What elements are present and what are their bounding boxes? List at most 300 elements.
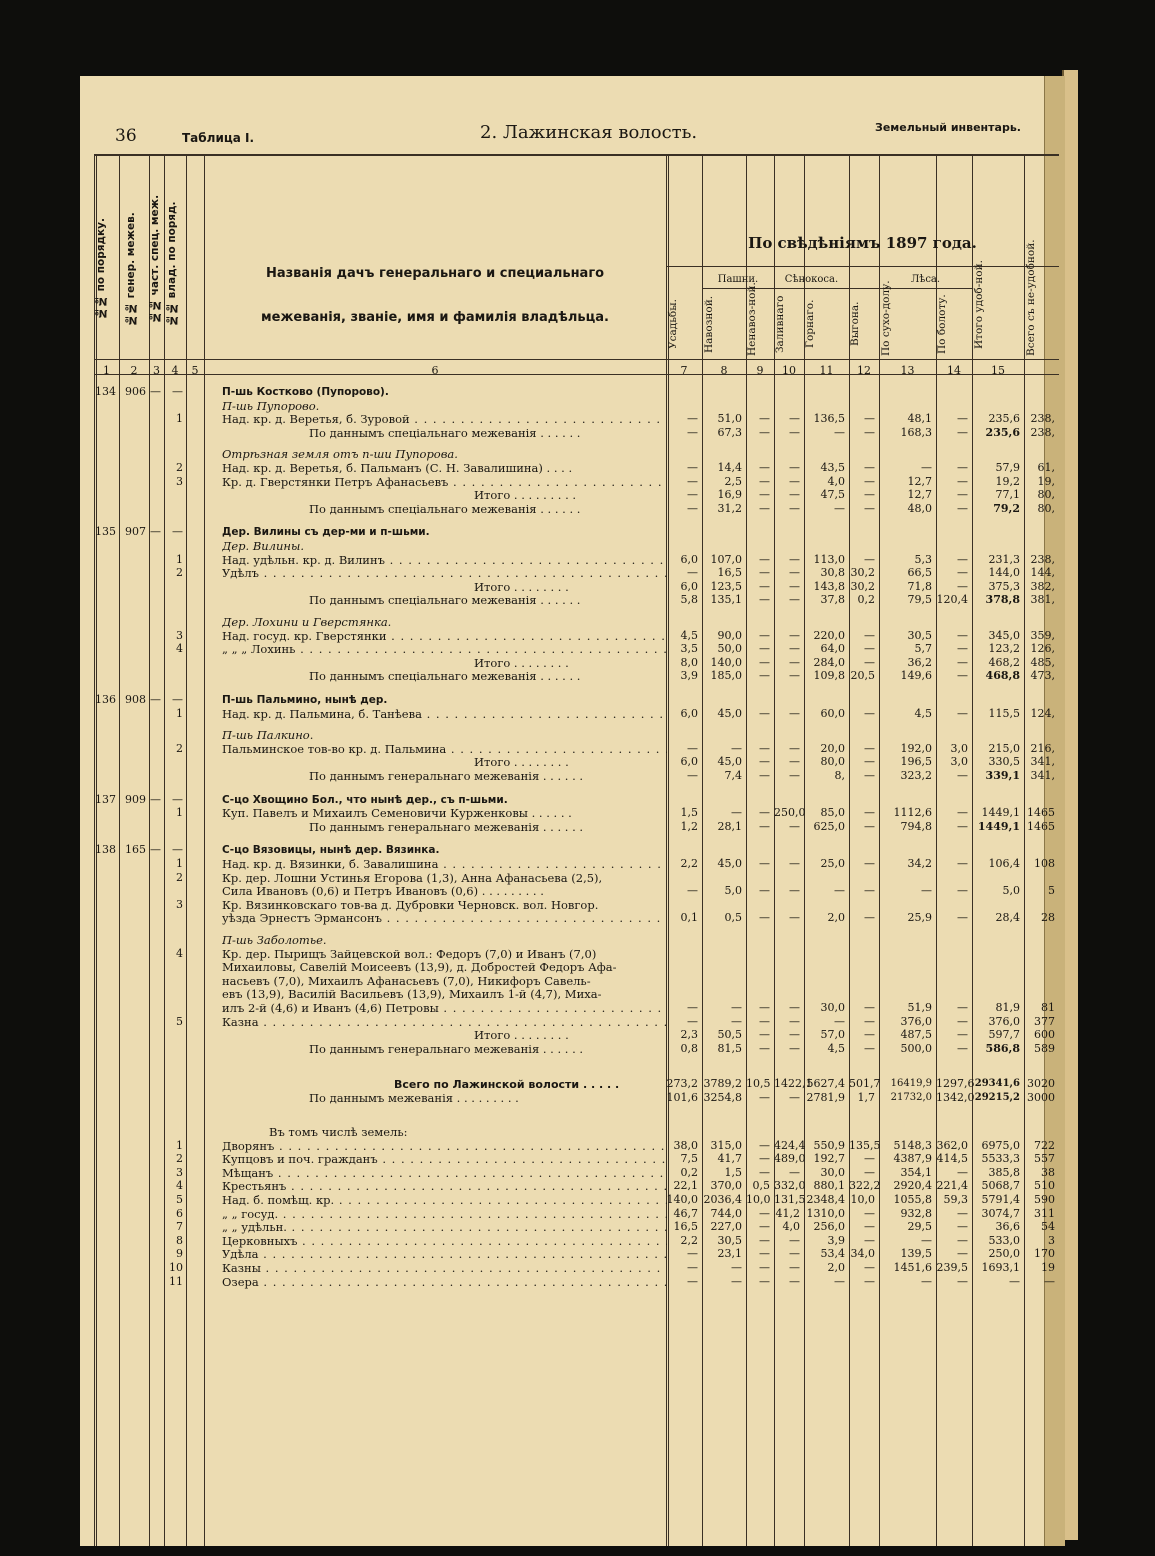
row-value: — — [759, 857, 770, 870]
row-name: П-шь Палкино. — [222, 729, 314, 743]
row-value: — — [864, 806, 875, 820]
row-name: Над. кр. д. Вязинки, б. Завалишина . . . — [222, 858, 667, 871]
row-value: — — [789, 884, 800, 898]
row-value: 109,8 — [813, 669, 845, 683]
row-value: — — [789, 1028, 800, 1042]
page-number: 36 — [115, 126, 137, 146]
row-value: 115,5 — [988, 706, 1020, 720]
row-value: — — [864, 655, 875, 669]
row-value: 90,0 — [717, 628, 742, 642]
row-value: 7,4 — [724, 769, 742, 782]
column-number: 12 — [857, 364, 871, 377]
row-index-n2: 907 — [125, 525, 146, 539]
row-value: 19, — [1037, 474, 1055, 488]
row-name: Мѣщанъ . . . — [222, 1167, 667, 1180]
row-value: — — [759, 819, 770, 833]
row-index-n4: 1 — [176, 1138, 183, 1152]
row-value: — — [864, 488, 875, 502]
row-name: Над. кр. д. Веретья, б. Зуровой . . . — [222, 413, 667, 426]
row-value: — — [789, 412, 800, 426]
row-value: — — [759, 461, 770, 474]
row-value: 2,0 — [827, 1261, 845, 1274]
row-value: 256,0 — [813, 1220, 845, 1234]
row-value: — — [789, 501, 800, 515]
row-value: 215,0 — [988, 741, 1020, 755]
row-value: 106,4 — [988, 857, 1020, 870]
row-value: 2,2 — [680, 1233, 698, 1247]
row-value: — — [687, 1261, 698, 1274]
row-index-n1: 136 — [95, 693, 116, 706]
row-value: — — [864, 1014, 875, 1028]
row-value: 45,0 — [717, 706, 742, 720]
row-name: П-шь Пупорово. — [222, 399, 320, 413]
row-name: Кр. дер. Пырищъ Зайцевской вол.: Федоръ (7,0) и Иванъ (7,0) — [222, 947, 597, 961]
row-value: — — [759, 1165, 770, 1179]
row-value: 149,6 — [900, 669, 932, 683]
row-value: — — [759, 655, 770, 669]
row-name: „ „ госуд. . . . — [222, 1208, 667, 1221]
col14-header: Итого удоб-ной. — [973, 260, 985, 350]
row-value: — — [759, 1261, 770, 1274]
row-index-n4: 1 — [176, 857, 183, 870]
row-value: 126, — [1030, 642, 1055, 656]
row-value: 1055,8 — [893, 1193, 932, 1206]
row-value: — — [759, 579, 770, 593]
col7-header: Навозной. — [703, 295, 715, 353]
row-value: 485, — [1030, 655, 1055, 669]
row-value: 28,1 — [717, 819, 742, 833]
row-value: 101,6 — [666, 1091, 698, 1104]
row-value: — — [731, 806, 742, 820]
row-value: — — [789, 857, 800, 870]
row-value: 468,2 — [988, 655, 1020, 669]
row-value: 3 — [1048, 1233, 1055, 1247]
row-value: 235,6 — [985, 425, 1020, 439]
row-value: — — [957, 1165, 968, 1179]
row-value: — — [921, 884, 932, 898]
row-value: 1310,0 — [806, 1206, 845, 1220]
row-value: — — [957, 1014, 968, 1028]
row-value: 140,0 — [710, 655, 742, 669]
row-value: — — [759, 488, 770, 502]
row-name: илъ 2-й (4,6) и Иванъ (4,6) Петровы . . . — [222, 1002, 667, 1015]
row-index-n4: 3 — [176, 474, 183, 488]
row-index-n1: 138 — [95, 843, 116, 857]
row-subtotal-label: Итого . . . . . . . . — [474, 755, 569, 770]
row-value: — — [789, 579, 800, 593]
row-name: Казны . . . — [222, 1262, 667, 1275]
row-value: 19 — [1041, 1261, 1055, 1274]
row-value: 376,0 — [900, 1014, 932, 1028]
year-group-header: По свѣдѣніямъ 1897 года. — [748, 234, 977, 252]
row-value: — — [789, 755, 800, 769]
row-value: 37,8 — [820, 593, 845, 607]
row-value: 0,5 — [724, 911, 742, 925]
row-value: 500,0 — [900, 1041, 932, 1055]
row-index-n4: 11 — [169, 1274, 183, 1288]
row-value: — — [687, 461, 698, 474]
row-value: 30,2 — [850, 566, 875, 580]
row-value: 3,0 — [950, 741, 968, 755]
row-value: 794,8 — [900, 819, 932, 833]
row-value: 23,1 — [717, 1247, 742, 1261]
row-value: 1465 — [1027, 806, 1055, 820]
row-value: — — [864, 911, 875, 925]
row-value: — — [759, 628, 770, 642]
col10-header: Горнаго. — [804, 299, 816, 349]
row-value: — — [687, 566, 698, 580]
row-value: — — [759, 1220, 770, 1234]
row-value: — — [759, 669, 770, 683]
row-value: — — [957, 501, 968, 515]
row-name: Отрѣзная земля отъ п-ши Пупорова. — [222, 448, 458, 462]
row-value: — — [864, 474, 875, 488]
row-value: 12,7 — [907, 474, 932, 488]
row-value: — — [834, 501, 845, 515]
row-value: — — [864, 884, 875, 898]
row-value: — — [687, 769, 698, 782]
row-index-n4: 8 — [176, 1233, 183, 1247]
column-number: 3 — [153, 364, 160, 377]
row-value: 144, — [1030, 566, 1055, 580]
row-value: — — [864, 1001, 875, 1014]
row-value: 67,3 — [717, 425, 742, 439]
row-value: — — [957, 425, 968, 439]
row-value: 3,0 — [950, 755, 968, 769]
row-subtotal-label: Итого . . . . . . . . . — [474, 488, 577, 503]
row-value: 79,2 — [993, 501, 1020, 515]
row-value: 2348,4 — [806, 1193, 845, 1206]
row-value: — — [957, 857, 968, 870]
row-index-n2: 165 — [125, 843, 146, 857]
column-number: 9 — [756, 364, 764, 377]
row-value: 85,0 — [820, 806, 845, 820]
row-value: — — [921, 461, 932, 474]
row-value: — — [789, 642, 800, 656]
row-value: — — [957, 642, 968, 656]
row-value: 38,0 — [673, 1138, 698, 1152]
row-value: 6,0 — [680, 706, 698, 720]
row-value: — — [687, 1001, 698, 1014]
column-number: 7 — [680, 364, 688, 377]
row-subtotal-label: Итого . . . . . . . . — [474, 655, 569, 670]
row-value: 221,4 — [936, 1179, 968, 1193]
row-value: 48,1 — [907, 412, 932, 426]
row-value: 135,5 — [849, 1138, 881, 1152]
row-value: 25,9 — [907, 911, 932, 925]
row-index-n4: 1 — [176, 706, 183, 720]
row-value: 80,0 — [820, 755, 845, 769]
row-value: — — [957, 628, 968, 642]
row-value: 311 — [1034, 1206, 1055, 1220]
column-number: 15 — [991, 364, 1005, 377]
row-value: — — [864, 461, 875, 474]
row-value: — — [957, 488, 968, 502]
row-value: — — [789, 669, 800, 683]
row-value: 589 — [1034, 1041, 1055, 1055]
row-value: 61, — [1037, 461, 1055, 474]
row-value: 1,7 — [857, 1091, 875, 1104]
row-survey-label: По даннымъ генеральнаго межеванія . . . . . . — [309, 819, 584, 834]
row-value: 29,5 — [907, 1220, 932, 1234]
row-name: Кр. дер. Лошни Устинья Егорова (1,3), Анна Афанасьева (2,5), — [222, 871, 603, 885]
row-index-n4: 5 — [176, 1193, 183, 1206]
row-value: 1449,1 — [981, 806, 1020, 820]
row-value: 2920,4 — [893, 1179, 932, 1193]
row-value: — — [759, 1138, 770, 1152]
row-value: 6,0 — [680, 552, 698, 566]
row-value: — — [731, 1014, 742, 1028]
row-value: 238, — [1030, 412, 1055, 426]
row-value: 5533,3 — [981, 1152, 1020, 1166]
row-value: — — [957, 769, 968, 782]
row-value: 6,0 — [680, 755, 698, 769]
row-value: 1,5 — [680, 806, 698, 820]
row-index-n4: — — [172, 385, 183, 398]
row-value: 3000 — [1027, 1091, 1055, 1104]
row-index-n4: 1 — [176, 552, 183, 566]
row-value: 10,0 — [746, 1193, 771, 1206]
row-value: — — [759, 412, 770, 426]
row-name: Купцовъ и поч. гражданъ . . . — [222, 1153, 667, 1166]
row-value: — — [864, 741, 875, 755]
row-value: 34,0 — [850, 1247, 875, 1261]
row-value: — — [834, 1274, 845, 1288]
row-value: 48,0 — [907, 501, 932, 515]
row-value: 36,2 — [907, 655, 932, 669]
row-value: 30,2 — [850, 579, 875, 593]
row-value: — — [759, 1041, 770, 1055]
row-value: — — [864, 706, 875, 720]
row-value: — — [687, 488, 698, 502]
row-value: 8, — [834, 769, 845, 782]
row-value: — — [864, 501, 875, 515]
table-label: Таблица I. — [182, 131, 255, 145]
row-name: Удѣлъ . . . — [222, 567, 667, 580]
row-value: — — [687, 1014, 698, 1028]
row-name: Над. кр. д. Веретья, б. Пальманъ (С. Н. Завалишина) . . . . — [222, 462, 573, 475]
row-value: 123,2 — [988, 642, 1020, 656]
col5-header-line2: межеванія, званіе, имя и фамилія владѣльца. — [261, 310, 609, 325]
row-value: — — [759, 1001, 770, 1014]
row-value: 2,3 — [680, 1028, 698, 1042]
column-number: 11 — [819, 364, 834, 377]
row-value: 362,0 — [936, 1138, 968, 1152]
row-name: Над. удѣльн. кр. д. Вилинъ . . . — [222, 554, 667, 567]
row-value: — — [759, 755, 770, 769]
row-value: — — [687, 1247, 698, 1261]
row-value: — — [957, 1274, 968, 1288]
row-value: 1422,1 — [774, 1077, 813, 1091]
row-index-n1: 134 — [95, 385, 116, 398]
row-value: 47,5 — [820, 488, 845, 502]
row-value: — — [957, 1041, 968, 1055]
row-value: 57,9 — [995, 461, 1020, 474]
row-value: 14,4 — [717, 461, 742, 474]
row-value: — — [921, 1274, 932, 1288]
row-value: 744,0 — [710, 1206, 742, 1220]
row-value: 10,0 — [850, 1193, 875, 1206]
row-value: — — [864, 1220, 875, 1234]
row-index-n4: 6 — [176, 1206, 183, 1220]
row-name: Над. госуд. кр. Гверстянки . . . — [222, 630, 667, 643]
row-value: 3,9 — [680, 669, 698, 683]
col5-header-line1: Названія дачъ генеральнаго и специальнаго — [265, 266, 605, 281]
row-value: — — [834, 425, 845, 439]
row-value: 4,5 — [914, 706, 932, 720]
row-value: 273,2 — [666, 1077, 698, 1091]
row-value: 322,2 — [849, 1179, 881, 1193]
row-value: 16419,9 — [890, 1078, 932, 1090]
row-value: — — [789, 552, 800, 566]
row-value: — — [687, 425, 698, 439]
row-value: 487,5 — [900, 1028, 932, 1042]
row-value: — — [759, 1152, 770, 1166]
row-value: 41,2 — [775, 1206, 800, 1220]
col6-header: Усадьбы. — [667, 299, 679, 349]
row-value: — — [759, 884, 770, 898]
row-value: 10,5 — [746, 1077, 771, 1091]
row-name: „ „ удѣльн. . . . — [222, 1221, 667, 1234]
row-value: 1,2 — [680, 819, 698, 833]
row-value: 21732,0 — [890, 1092, 932, 1103]
row-value: — — [687, 474, 698, 488]
col2-header: №№ генер. межев. — [125, 212, 137, 326]
row-value: — — [864, 1233, 875, 1247]
row-value: — — [864, 857, 875, 870]
row-value: 81,5 — [717, 1041, 742, 1055]
row-value: — — [759, 1014, 770, 1028]
row-total-label: Всего по Лажинской волости . . . . . — [394, 1078, 620, 1092]
row-value: 341, — [1030, 755, 1055, 769]
row-value: 489,0 — [774, 1152, 806, 1166]
row-value: 34,2 — [907, 857, 932, 870]
row-value: — — [759, 706, 770, 720]
row-value: 192,0 — [900, 741, 932, 755]
row-value: 22,1 — [673, 1179, 698, 1193]
row-value: 2,2 — [680, 857, 698, 870]
row-value: 25,0 — [820, 857, 845, 870]
row-value: — — [789, 1247, 800, 1261]
row-value: 108 — [1034, 857, 1055, 870]
pashni-header: Пашни. — [717, 274, 759, 285]
row-value: — — [759, 911, 770, 925]
land-inventory-table — [94, 154, 1059, 1546]
row-index-n2: 906 — [125, 385, 146, 398]
row-subtotal-label: Итого . . . . . . . . — [474, 579, 569, 594]
row-value: — — [687, 1274, 698, 1288]
row-value: — — [789, 628, 800, 642]
row-value: 550,9 — [813, 1138, 845, 1152]
row-value: — — [687, 501, 698, 515]
row-value: 143,8 — [813, 579, 845, 593]
row-value: 20,5 — [850, 669, 875, 683]
row-value: 932,8 — [900, 1206, 932, 1220]
row-caption: Въ томъ числѣ земель: — [269, 1124, 408, 1139]
row-value: 1112,6 — [893, 806, 932, 820]
row-value: 376,0 — [988, 1014, 1020, 1028]
row-value: — — [864, 1028, 875, 1042]
column-number: 2 — [130, 364, 138, 377]
row-value: 6,0 — [680, 579, 698, 593]
col1-header: №№ по порядку. — [95, 218, 107, 320]
row-value: 16,9 — [717, 488, 742, 502]
row-name: Дер. Вилины. — [222, 540, 305, 553]
row-value: 2781,9 — [806, 1091, 845, 1104]
row-value: 144,0 — [988, 566, 1020, 580]
row-index-n4: 4 — [176, 946, 183, 960]
row-value: 7,5 — [680, 1152, 698, 1166]
row-value: 880,1 — [813, 1179, 845, 1193]
row-value: 29215,2 — [974, 1092, 1020, 1103]
row-survey-label: По даннымъ межеванія . . . . . . . . . — [309, 1091, 519, 1105]
row-value: 1693,1 — [981, 1261, 1020, 1274]
row-value: 370,0 — [710, 1179, 742, 1193]
row-value: 377 — [1034, 1014, 1055, 1028]
row-value: 29341,6 — [974, 1078, 1020, 1090]
row-index-n4: — — [172, 792, 183, 806]
row-index-n4: — — [172, 693, 183, 706]
row-index-n3: — — [150, 693, 161, 706]
row-value: — — [957, 412, 968, 426]
row-value: 4,0 — [827, 474, 845, 488]
row-value: — — [864, 769, 875, 782]
row-value: 60,0 — [820, 706, 845, 720]
row-value: 4,5 — [827, 1041, 845, 1055]
row-value: 1342,0 — [936, 1091, 975, 1104]
row-value: 5 — [1048, 884, 1055, 898]
row-value: 54 — [1041, 1220, 1055, 1234]
row-value: 79,5 — [907, 593, 932, 607]
col15-header: Всего съ не-удобной. — [1025, 239, 1037, 356]
row-value: 124, — [1030, 706, 1055, 720]
row-value: 51,9 — [907, 1001, 932, 1014]
column-number: 1 — [103, 364, 110, 377]
col4-header: №№ влад. по поряд. — [166, 201, 178, 327]
row-value: 20,0 — [820, 741, 845, 755]
row-survey-label: По даннымъ генеральнаго межеванія . . . . . . — [309, 1041, 584, 1056]
row-value: 3074,7 — [981, 1206, 1020, 1220]
row-value: — — [834, 884, 845, 898]
row-value: — — [957, 552, 968, 566]
row-value: — — [759, 1028, 770, 1042]
row-survey-label: По даннымъ спеціальнаго межеванія . . . . . . — [309, 669, 581, 684]
row-value: 135,1 — [710, 593, 742, 607]
row-value: — — [789, 1165, 800, 1179]
row-name: Удѣла . . . — [222, 1248, 667, 1261]
row-value: 510 — [1034, 1179, 1055, 1193]
row-value: 50,5 — [717, 1028, 742, 1042]
row-value: — — [759, 1233, 770, 1247]
row-value: 16,5 — [717, 566, 742, 580]
row-value: 30,0 — [820, 1165, 845, 1179]
row-value: 113,0 — [813, 552, 845, 566]
row-index-n4: — — [172, 843, 183, 857]
row-value: 3,5 — [680, 642, 698, 656]
row-index-n4: 7 — [176, 1220, 183, 1234]
row-value: — — [1009, 1274, 1020, 1288]
row-value: — — [759, 1091, 770, 1104]
row-value: 5,7 — [914, 642, 932, 656]
row-name: Кр. д. Гверстянки Петръ Афанасьевъ . . . — [222, 476, 667, 489]
row-value: — — [864, 755, 875, 769]
row-value: 586,8 — [985, 1041, 1020, 1055]
row-value: — — [789, 488, 800, 502]
row-value: 0,8 — [680, 1041, 698, 1055]
row-value: 30,5 — [717, 1233, 742, 1247]
row-name: С-цо Вязовицы, нынѣ дер. Вязинка. — [222, 844, 440, 857]
row-subtotal-label: Итого . . . . . . . . — [474, 1028, 569, 1043]
